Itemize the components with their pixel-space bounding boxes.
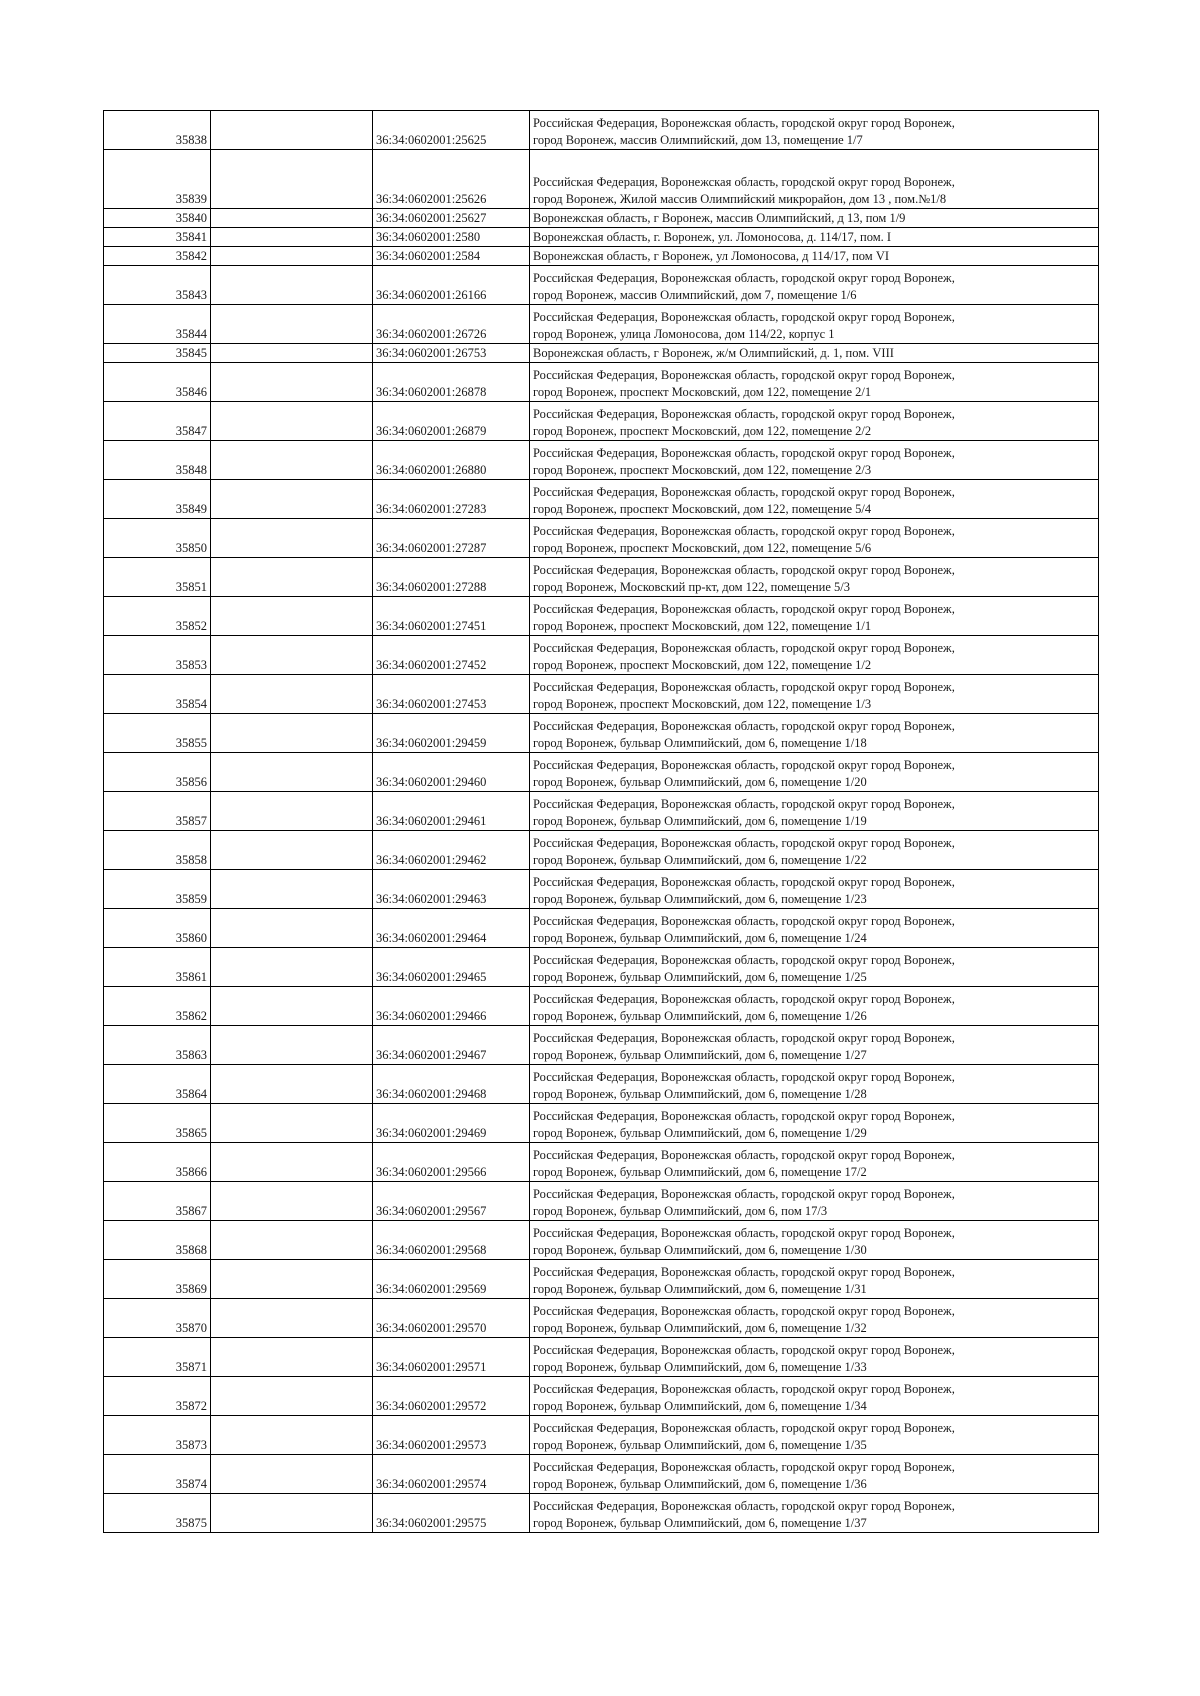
address-cell [530, 1143, 1099, 1182]
address-line: город Воронеж, бульвар Олимпийский, дом 6, помещение 1/31 [533, 1282, 867, 1296]
address-line: Российская Федерация, Воронежская область, городской округ город Воронеж, [533, 1070, 955, 1084]
record-number: 35855 [104, 714, 211, 753]
address-line: Российская Федерация, Воронежская область, городской округ город Воронеж, [533, 992, 955, 1006]
empty-cell [211, 1416, 373, 1455]
table-row [104, 831, 1099, 870]
record-number: 35871 [104, 1338, 211, 1377]
cadastral-number: 36:34:0602001:27451 [373, 597, 530, 636]
record-number: 35874 [104, 1455, 211, 1494]
empty-cell [211, 792, 373, 831]
address-cell [530, 1260, 1099, 1299]
cadastral-number: 36:34:0602001:29571 [373, 1338, 530, 1377]
address-cell [530, 1455, 1099, 1494]
empty-cell [211, 519, 373, 558]
address-line: Российская Федерация, Воронежская область, городской округ город Воронеж, [533, 1187, 955, 1201]
address-line: город Воронеж, проспект Московский, дом 122, помещение 5/4 [533, 502, 872, 516]
record-number: 35867 [104, 1182, 211, 1221]
address-cell [530, 402, 1099, 441]
cadastral-number: 36:34:0602001:29468 [373, 1065, 530, 1104]
address-line: город Воронеж, бульвар Олимпийский, дом 6, помещение 1/20 [533, 775, 867, 789]
empty-cell [211, 1221, 373, 1260]
empty-cell [211, 480, 373, 519]
address-line: город Воронеж, бульвар Олимпийский, дом 6, помещение 1/23 [533, 892, 867, 906]
record-number: 35839 [104, 150, 211, 209]
empty-cell [211, 111, 373, 150]
empty-cell [211, 1026, 373, 1065]
address-cell [530, 150, 1099, 209]
table-row [104, 1182, 1099, 1221]
table-row [104, 1065, 1099, 1104]
address-line: город Воронеж, бульвар Олимпийский, дом 6, помещение 1/29 [533, 1126, 867, 1140]
empty-cell [211, 753, 373, 792]
address-line: город Воронеж, массив Олимпийский, дом 7, помещение 1/6 [533, 288, 857, 302]
address-line: Российская Федерация, Воронежская область, городской округ город Воронеж, [533, 1031, 955, 1045]
cadastral-number: 36:34:0602001:29465 [373, 948, 530, 987]
table-row [104, 597, 1099, 636]
address-cell [530, 1065, 1099, 1104]
address-cell [530, 519, 1099, 558]
record-number: 35875 [104, 1494, 211, 1533]
table-row [104, 1143, 1099, 1182]
address-line: Российская Федерация, Воронежская область, городской округ город Воронеж, [533, 485, 955, 499]
cadastral-number: 36:34:0602001:29469 [373, 1104, 530, 1143]
cadastral-number: 36:34:0602001:29460 [373, 753, 530, 792]
record-number: 35847 [104, 402, 211, 441]
cadastral-number: 36:34:0602001:29462 [373, 831, 530, 870]
address-line: город Воронеж, бульвар Олимпийский, дом 6, помещение 1/25 [533, 970, 867, 984]
address-line: город Воронеж, проспект Московский, дом 122, помещение 2/2 [533, 424, 872, 438]
address-line: Российская Федерация, Воронежская область, городской округ город Воронеж, [533, 446, 955, 460]
cadastral-number: 36:34:0602001:29459 [373, 714, 530, 753]
address-line: город Воронеж, бульвар Олимпийский, дом 6, помещение 17/2 [533, 1165, 867, 1179]
empty-cell [211, 228, 373, 247]
address-cell [530, 948, 1099, 987]
address-line: Российская Федерация, Воронежская область, городской округ город Воронеж, [533, 271, 955, 285]
cadastral-number: 36:34:0602001:25626 [373, 150, 530, 209]
record-number: 35849 [104, 480, 211, 519]
address-cell [530, 305, 1099, 344]
empty-cell [211, 987, 373, 1026]
address-line: город Воронеж, бульвар Олимпийский, дом 6, помещение 1/33 [533, 1360, 867, 1374]
empty-cell [211, 870, 373, 909]
address-line: Российская Федерация, Воронежская область, городской округ город Воронеж, [533, 1265, 955, 1279]
empty-cell [211, 1494, 373, 1533]
address-line: город Воронеж, бульвар Олимпийский, дом 6, помещение 1/24 [533, 931, 867, 945]
record-number: 35840 [104, 209, 211, 228]
address-cell [530, 909, 1099, 948]
table-row [104, 480, 1099, 519]
cadastral-number: 36:34:0602001:29467 [373, 1026, 530, 1065]
table-row [104, 909, 1099, 948]
cadastral-number: 36:34:0602001:26878 [373, 363, 530, 402]
table-row [104, 266, 1099, 305]
record-number: 35854 [104, 675, 211, 714]
address-line: Российская Федерация, Воронежская область, городской округ город Воронеж, [533, 719, 955, 733]
cadastral-number: 36:34:0602001:26726 [373, 305, 530, 344]
cadastral-number: 36:34:0602001:2584 [373, 247, 530, 266]
address-line: Воронежская область, г Воронеж, массив Олимпийский, д 13, пом 1/9 [533, 211, 906, 225]
cadastral-number: 36:34:0602001:29570 [373, 1299, 530, 1338]
address-line: Российская Федерация, Воронежская область, городской округ город Воронеж, [533, 641, 955, 655]
table-row [104, 714, 1099, 753]
empty-cell [211, 1377, 373, 1416]
address-line: Российская Федерация, Воронежская область, городской округ город Воронеж, [533, 953, 955, 967]
table-row [104, 228, 1099, 247]
table-row [104, 1377, 1099, 1416]
record-number: 35853 [104, 636, 211, 675]
cadastral-number: 36:34:0602001:29573 [373, 1416, 530, 1455]
address-cell [530, 597, 1099, 636]
address-line: Российская Федерация, Воронежская область, городской округ город Воронеж, [533, 1109, 955, 1123]
address-line: Российская Федерация, Воронежская область, городской округ город Воронеж, [533, 1343, 955, 1357]
table-row [104, 305, 1099, 344]
address-line: Российская Федерация, Воронежская область, городской округ город Воронеж, [533, 1460, 955, 1474]
address-line: город Воронеж, бульвар Олимпийский, дом 6, помещение 1/35 [533, 1438, 867, 1452]
address-line: город Воронеж, бульвар Олимпийский, дом 6, пом 17/3 [533, 1204, 828, 1218]
cadastral-number: 36:34:0602001:29566 [373, 1143, 530, 1182]
empty-cell [211, 441, 373, 480]
table-row [104, 363, 1099, 402]
table-row [104, 1299, 1099, 1338]
record-number: 35850 [104, 519, 211, 558]
cadastral-number: 36:34:0602001:2580 [373, 228, 530, 247]
table-row [104, 1455, 1099, 1494]
empty-cell [211, 1143, 373, 1182]
registry-table-body [104, 111, 1099, 1533]
address-cell [530, 1338, 1099, 1377]
empty-cell [211, 247, 373, 266]
address-cell [530, 1026, 1099, 1065]
address-cell [530, 266, 1099, 305]
cadastral-number: 36:34:0602001:26880 [373, 441, 530, 480]
empty-cell [211, 948, 373, 987]
table-row [104, 558, 1099, 597]
address-line: город Воронеж, бульвар Олимпийский, дом 6, помещение 1/36 [533, 1477, 867, 1491]
table-row [104, 441, 1099, 480]
table-row [104, 753, 1099, 792]
empty-cell [211, 305, 373, 344]
address-cell [530, 1299, 1099, 1338]
record-number: 35863 [104, 1026, 211, 1065]
record-number: 35861 [104, 948, 211, 987]
empty-cell [211, 344, 373, 363]
address-line: город Воронеж, бульвар Олимпийский, дом 6, помещение 1/18 [533, 736, 867, 750]
address-cell [530, 870, 1099, 909]
address-line: город Воронеж, Московский пр-кт, дом 122, помещение 5/3 [533, 580, 851, 594]
table-row [104, 402, 1099, 441]
empty-cell [211, 1338, 373, 1377]
empty-cell [211, 150, 373, 209]
address-line: Российская Федерация, Воронежская область, городской округ город Воронеж, [533, 797, 955, 811]
address-line: Российская Федерация, Воронежская область, городской округ город Воронеж, [533, 1499, 955, 1513]
address-line: город Воронеж, бульвар Олимпийский, дом 6, помещение 1/19 [533, 814, 867, 828]
table-row [104, 1026, 1099, 1065]
cadastral-number: 36:34:0602001:29461 [373, 792, 530, 831]
table-row [104, 636, 1099, 675]
record-number: 35843 [104, 266, 211, 305]
empty-cell [211, 1104, 373, 1143]
address-cell [530, 831, 1099, 870]
empty-cell [211, 597, 373, 636]
address-line: Российская Федерация, Воронежская область, городской округ город Воронеж, [533, 1226, 955, 1240]
address-line: город Воронеж, бульвар Олимпийский, дом 6, помещение 1/22 [533, 853, 867, 867]
address-cell [530, 209, 1099, 228]
address-line: Российская Федерация, Воронежская область, городской округ город Воронеж, [533, 563, 955, 577]
address-cell [530, 247, 1099, 266]
address-line: город Воронеж, бульвар Олимпийский, дом 6, помещение 1/27 [533, 1048, 867, 1062]
registry-table [103, 110, 1099, 1533]
address-line: Российская Федерация, Воронежская область, городской округ город Воронеж, [533, 875, 955, 889]
empty-cell [211, 831, 373, 870]
address-cell [530, 1416, 1099, 1455]
cadastral-number: 36:34:0602001:29567 [373, 1182, 530, 1221]
address-cell [530, 111, 1099, 150]
address-cell [530, 1104, 1099, 1143]
empty-cell [211, 558, 373, 597]
table-row [104, 675, 1099, 714]
record-number: 35845 [104, 344, 211, 363]
empty-cell [211, 363, 373, 402]
record-number: 35852 [104, 597, 211, 636]
address-cell [530, 228, 1099, 247]
address-line: Российская Федерация, Воронежская область, городской округ город Воронеж, [533, 836, 955, 850]
record-number: 35844 [104, 305, 211, 344]
empty-cell [211, 1455, 373, 1494]
address-cell [530, 792, 1099, 831]
address-line: город Воронеж, бульвар Олимпийский, дом 6, помещение 1/28 [533, 1087, 867, 1101]
address-cell [530, 753, 1099, 792]
address-line: город Воронеж, Жилой массив Олимпийский микрорайон, дом 13 , пом.№1/8 [533, 192, 947, 206]
record-number: 35846 [104, 363, 211, 402]
table-row [104, 344, 1099, 363]
record-number: 35841 [104, 228, 211, 247]
address-line: Российская Федерация, Воронежская область, городской округ город Воронеж, [533, 407, 955, 421]
record-number: 35869 [104, 1260, 211, 1299]
empty-cell [211, 636, 373, 675]
table-row [104, 1416, 1099, 1455]
record-number: 35868 [104, 1221, 211, 1260]
address-cell [530, 363, 1099, 402]
address-line: Российская Федерация, Воронежская область, городской округ город Воронеж, [533, 680, 955, 694]
record-number: 35866 [104, 1143, 211, 1182]
cadastral-number: 36:34:0602001:27452 [373, 636, 530, 675]
address-cell [530, 558, 1099, 597]
address-line: город Воронеж, проспект Московский, дом 122, помещение 1/3 [533, 697, 872, 711]
record-number: 35873 [104, 1416, 211, 1455]
address-cell [530, 675, 1099, 714]
empty-cell [211, 675, 373, 714]
address-line: город Воронеж, проспект Московский, дом 122, помещение 2/1 [533, 385, 872, 399]
empty-cell [211, 402, 373, 441]
address-line: город Воронеж, проспект Московский, дом 122, помещение 5/6 [533, 541, 872, 555]
address-line: город Воронеж, проспект Московский, дом 122, помещение 1/2 [533, 658, 872, 672]
address-cell [530, 344, 1099, 363]
record-number: 35859 [104, 870, 211, 909]
table-row [104, 1221, 1099, 1260]
cadastral-number: 36:34:0602001:29572 [373, 1377, 530, 1416]
record-number: 35851 [104, 558, 211, 597]
address-cell [530, 1494, 1099, 1533]
record-number: 35858 [104, 831, 211, 870]
cadastral-number: 36:34:0602001:29463 [373, 870, 530, 909]
record-number: 35870 [104, 1299, 211, 1338]
table-row [104, 1104, 1099, 1143]
address-line: Российская Федерация, Воронежская область, городской округ город Воронеж, [533, 524, 955, 538]
record-number: 35860 [104, 909, 211, 948]
empty-cell [211, 209, 373, 228]
table-row [104, 870, 1099, 909]
record-number: 35872 [104, 1377, 211, 1416]
address-line: Российская Федерация, Воронежская область, городской округ город Воронеж, [533, 175, 955, 189]
cadastral-number: 36:34:0602001:29569 [373, 1260, 530, 1299]
empty-cell [211, 714, 373, 753]
cadastral-number: 36:34:0602001:27288 [373, 558, 530, 597]
cadastral-number: 36:34:0602001:27287 [373, 519, 530, 558]
empty-cell [211, 1182, 373, 1221]
record-number: 35856 [104, 753, 211, 792]
address-cell [530, 441, 1099, 480]
empty-cell [211, 909, 373, 948]
table-row [104, 987, 1099, 1026]
address-line: город Воронеж, проспект Московский, дом 122, помещение 2/3 [533, 463, 872, 477]
address-cell [530, 1182, 1099, 1221]
address-line: Российская Федерация, Воронежская область, городской округ город Воронеж, [533, 368, 955, 382]
address-cell [530, 480, 1099, 519]
empty-cell [211, 1299, 373, 1338]
address-line: Российская Федерация, Воронежская область, городской округ город Воронеж, [533, 1421, 955, 1435]
address-line: Российская Федерация, Воронежская область, городской округ город Воронеж, [533, 1148, 955, 1162]
address-line: город Воронеж, бульвар Олимпийский, дом 6, помещение 1/37 [533, 1516, 867, 1530]
cadastral-number: 36:34:0602001:27283 [373, 480, 530, 519]
address-line: Российская Федерация, Воронежская область, городской округ город Воронеж, [533, 310, 955, 324]
address-line: Российская Федерация, Воронежская область, городской округ город Воронеж, [533, 116, 955, 130]
table-row [104, 1260, 1099, 1299]
address-line: Российская Федерация, Воронежская область, городской округ город Воронеж, [533, 758, 955, 772]
table-row [104, 948, 1099, 987]
empty-cell [211, 1260, 373, 1299]
address-line: Российская Федерация, Воронежская область, городской округ город Воронеж, [533, 1304, 955, 1318]
table-row [104, 150, 1099, 209]
record-number: 35857 [104, 792, 211, 831]
cadastral-number: 36:34:0602001:29574 [373, 1455, 530, 1494]
cadastral-number: 36:34:0602001:25627 [373, 209, 530, 228]
address-line: город Воронеж, бульвар Олимпийский, дом 6, помещение 1/32 [533, 1321, 867, 1335]
table-row [104, 209, 1099, 228]
record-number: 35864 [104, 1065, 211, 1104]
cadastral-number: 36:34:0602001:26166 [373, 266, 530, 305]
address-line: город Воронеж, улица Ломоносова, дом 114/22, корпус 1 [533, 327, 835, 341]
address-line: Воронежская область, г Воронеж, ул Ломоносова, д 114/17, пом VI [533, 249, 890, 263]
address-line: Российская Федерация, Воронежская область, городской округ город Воронеж, [533, 602, 955, 616]
address-line: Российская Федерация, Воронежская область, городской округ город Воронеж, [533, 914, 955, 928]
cadastral-number: 36:34:0602001:26753 [373, 344, 530, 363]
address-line: Воронежская область, г. Воронеж, ул. Ломоносова, д. 114/17, пом. I [533, 230, 892, 244]
cadastral-number: 36:34:0602001:27453 [373, 675, 530, 714]
address-line: город Воронеж, бульвар Олимпийский, дом 6, помещение 1/30 [533, 1243, 867, 1257]
cadastral-number: 36:34:0602001:29575 [373, 1494, 530, 1533]
record-number: 35848 [104, 441, 211, 480]
cadastral-number: 36:34:0602001:26879 [373, 402, 530, 441]
cadastral-number: 36:34:0602001:29568 [373, 1221, 530, 1260]
address-cell [530, 714, 1099, 753]
table-row [104, 519, 1099, 558]
address-line: Российская Федерация, Воронежская область, городской округ город Воронеж, [533, 1382, 955, 1396]
table-row [104, 111, 1099, 150]
table-row [104, 247, 1099, 266]
empty-cell [211, 1065, 373, 1104]
address-line: город Воронеж, массив Олимпийский, дом 13, помещение 1/7 [533, 133, 863, 147]
record-number: 35865 [104, 1104, 211, 1143]
cadastral-number: 36:34:0602001:29466 [373, 987, 530, 1026]
record-number: 35842 [104, 247, 211, 266]
record-number: 35862 [104, 987, 211, 1026]
address-cell [530, 1377, 1099, 1416]
address-line: Воронежская область, г Воронеж, ж/м Олимпийский, д. 1, пом. VIII [533, 346, 894, 360]
table-row [104, 1494, 1099, 1533]
address-cell [530, 1221, 1099, 1260]
address-cell [530, 987, 1099, 1026]
empty-cell [211, 266, 373, 305]
table-row [104, 1338, 1099, 1377]
table-row [104, 792, 1099, 831]
address-cell [530, 636, 1099, 675]
address-line: город Воронеж, бульвар Олимпийский, дом 6, помещение 1/26 [533, 1009, 867, 1023]
address-line: город Воронеж, бульвар Олимпийский, дом 6, помещение 1/34 [533, 1399, 867, 1413]
record-number: 35838 [104, 111, 211, 150]
address-line: город Воронеж, проспект Московский, дом 122, помещение 1/1 [533, 619, 872, 633]
cadastral-number: 36:34:0602001:29464 [373, 909, 530, 948]
cadastral-number: 36:34:0602001:25625 [373, 111, 530, 150]
